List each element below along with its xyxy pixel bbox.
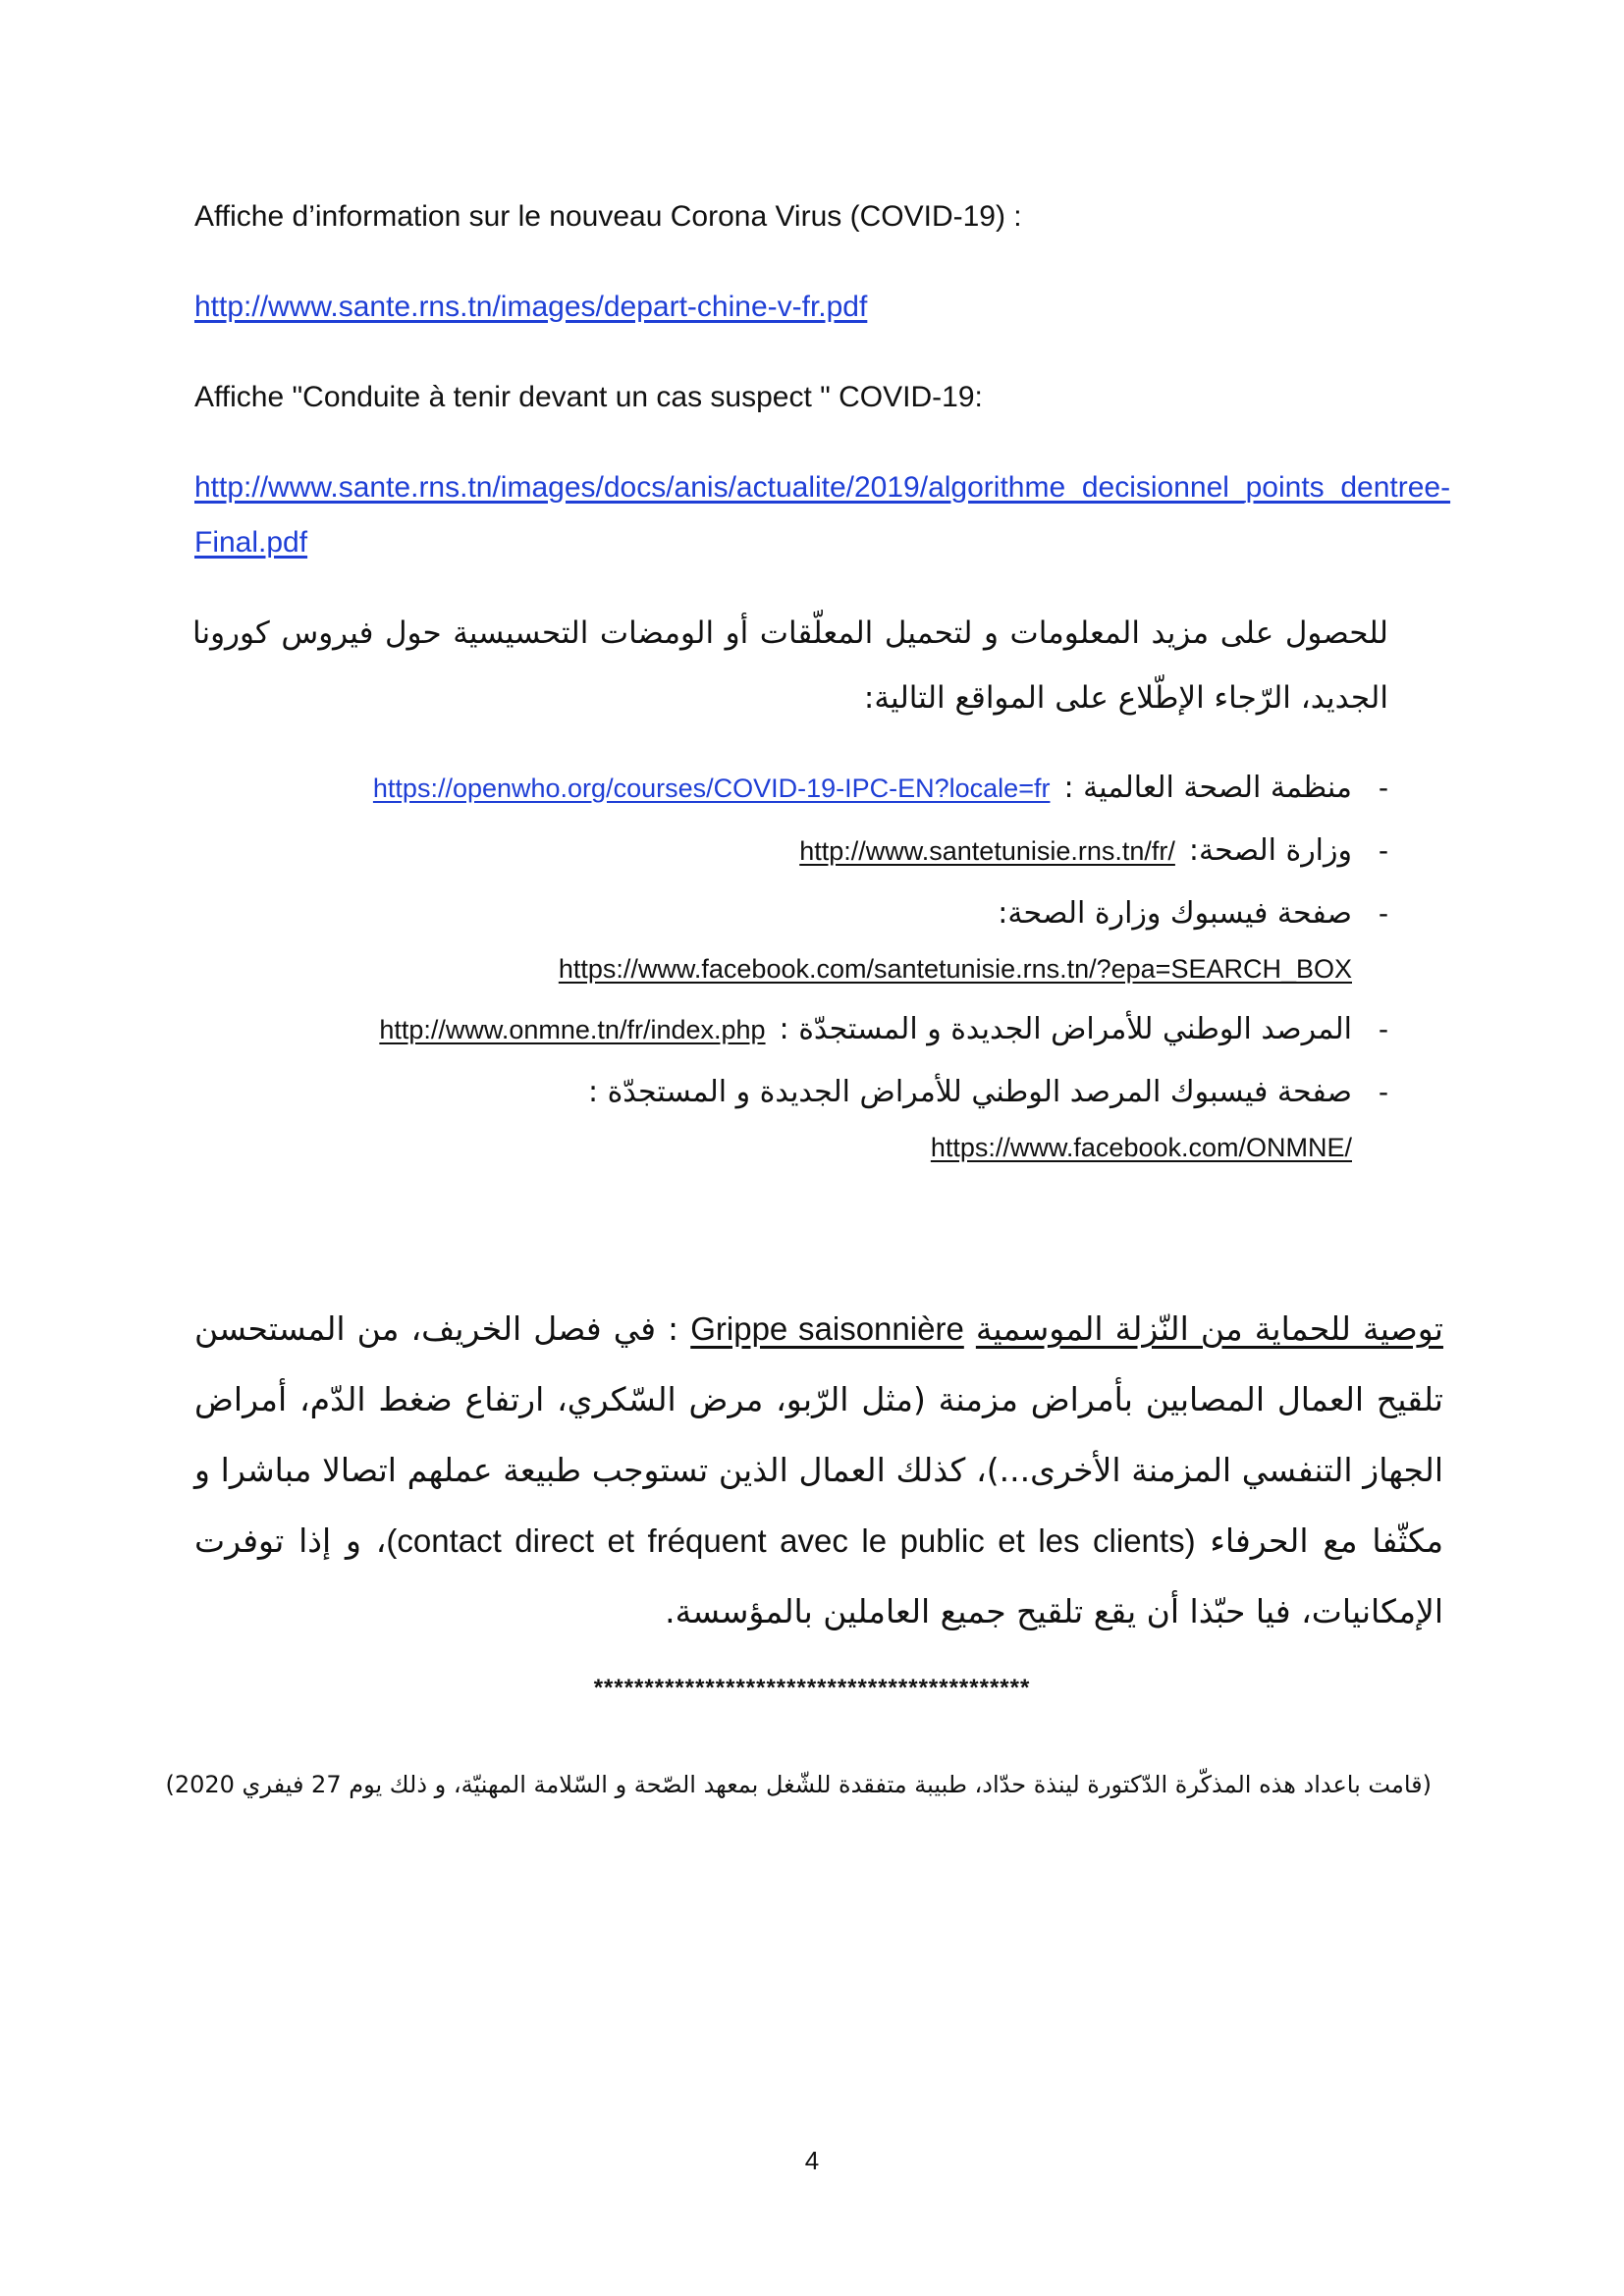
poster-conduct-link-line-2 (194, 524, 307, 561)
list-item-ministry (274, 827, 1393, 876)
poster-info-link[interactable]: http://www.sante.rns.tn/images/depart-chine-v-fr.pdf (194, 291, 868, 323)
list-item-observatory (274, 1005, 1393, 1054)
recommendation-paragraph (194, 1294, 1443, 1647)
intro-paragraph: للحصول على مزيد المعلومات و لتحميل المعلّقات أو الومضات التحسيسية حول فيروس كورونا الجديد، الرّجاء الإطّلاع على المواقع التالية: (192, 615, 1388, 716)
poster-info-link-line (194, 289, 867, 326)
list-dash: - (1379, 834, 1388, 867)
recommendation-heading: توصية للحماية من النّزلة الموسمية (975, 1309, 1443, 1348)
poster-conduct-link-part-1[interactable]: http://www.sante.rns.tn/images/docs/anis/actualite/2019/algorithme_decisionnel_points_dentree- (194, 471, 1451, 504)
poster-info-label: Affiche d’information sur le nouveau Corona Virus (COVID-19) : (194, 200, 1022, 233)
observatory-link[interactable]: http://www.onmne.tn/fr/index.php (379, 1015, 766, 1044)
page-number: 4 (804, 2146, 820, 2175)
ministry-facebook-link[interactable]: https://www.facebook.com/santetunisie.rns.tn/?epa=SEARCH_BOX (558, 954, 1352, 984)
poster-conduct-link-line-1 (194, 469, 1450, 507)
list-dash: - (1379, 772, 1388, 804)
observatory-facebook-link[interactable]: https://www.facebook.com/ONMNE/ (930, 1133, 1352, 1162)
list-item-who (274, 764, 1393, 813)
poster-conduct-link-part-2[interactable]: Final.pdf (194, 526, 308, 559)
ministry-facebook-label: صفحة فيسبوك وزارة الصحة: (998, 896, 1352, 931)
who-link[interactable]: https://openwho.org/courses/COVID-19-IPC-EN?locale=fr (372, 774, 1051, 803)
list-dash: - (1379, 897, 1388, 930)
recommendation-text-2: ، و إذا توفرت الإمكانيات، فيا حبّذا أن يقع تلقيح جميع العاملين بالمؤسسة. (194, 1522, 1443, 1630)
separator-stars: ******************************************* (593, 1675, 1031, 1701)
observatory-label: المرصد الوطني للأمراض الجديدة و المستجدّة : (779, 1012, 1352, 1046)
ministry-link[interactable]: http://www.santetunisie.rns.tn/fr/ (799, 836, 1175, 866)
list-dash: - (1379, 1076, 1388, 1108)
author-credit: (قامت باعداد هذه المذكّرة الدّكتورة لينذة حدّاد، طبيبة متفقدة للشّغل بمعهد الصّحة و السّلامة المهنيّة، و ذلك يوم 27 فيفري 2020) (165, 1771, 1432, 1798)
recommendation-heading-latin: Grippe saisonnière (690, 1310, 964, 1347)
recommendation-text-1: : في فصل الخريف، من المستحسن تلقيح العمال المصابين بأمراض مزمنة (مثل الرّبو، مرض السّكري، ارتفاع ضغط الدّم، أمراض الجهاز التنفسي المزمنة الأخرى...)، كذلك العمال الذين تستوجب طبيعة عملهم اتصالا مباشرا و مكثّفا مع الحرفاء (194, 1309, 1443, 1560)
ministry-label: وزارة الصحة: (1188, 833, 1352, 868)
who-label: منظمة الصحة العالمية : (1063, 771, 1352, 805)
list-item-observatory-facebook (274, 1068, 1393, 1170)
links-list (274, 764, 1393, 1184)
poster-conduct-label: Affiche "Conduite à tenir devant un cas suspect " COVID-19: (194, 381, 983, 413)
list-item-ministry-facebook (274, 889, 1393, 991)
observatory-facebook-label: صفحة فيسبوك المرصد الوطني للأمراض الجديدة و المستجدّة : (587, 1075, 1352, 1109)
list-dash: - (1379, 1013, 1388, 1045)
recommendation-latin-phrase: (contact direct et fréquent avec le public et les clients) (386, 1522, 1196, 1559)
